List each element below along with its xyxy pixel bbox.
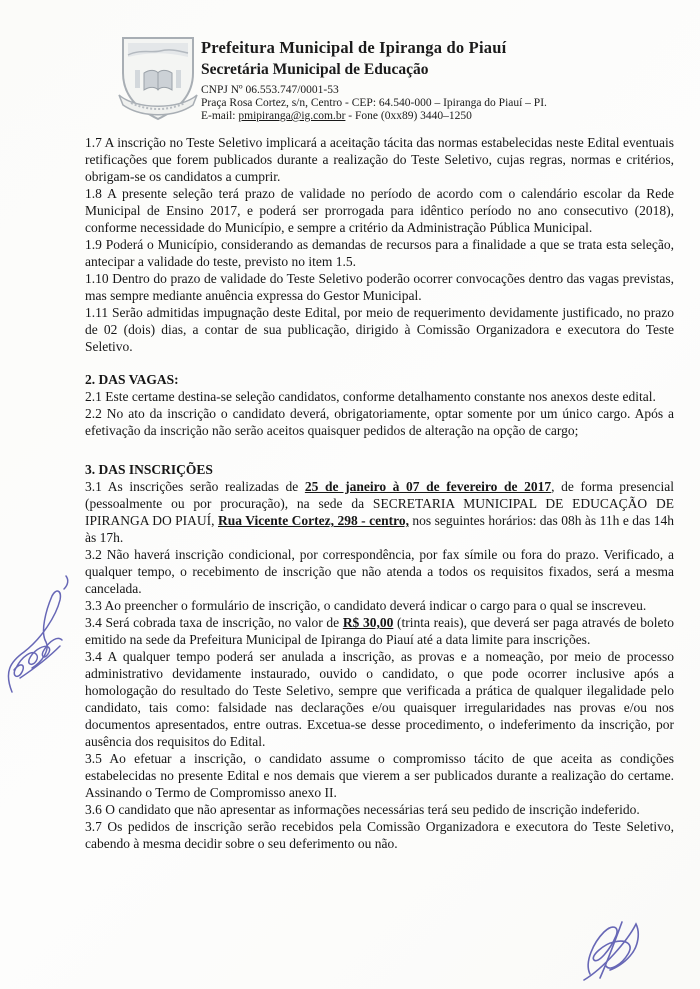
email-address: pmipiranga@ig.com.br xyxy=(238,110,346,122)
coat-of-arms-icon xyxy=(116,33,200,125)
text-run: 3.1 As inscrições serão realizadas de xyxy=(85,479,305,494)
text-run: 3.6 O candidato que não apresentar as informações necessárias terá seu pedido de inscrição indeferido. xyxy=(85,802,640,817)
emphasized-text: 2. DAS VAGAS: xyxy=(85,372,179,387)
paragraph xyxy=(85,801,674,818)
document-body xyxy=(85,134,674,852)
letterhead-text xyxy=(201,38,671,122)
text-run: 1.10 Dentro do prazo de validade do Teste Seletivo poderão ocorrer convocações dentro das vagas previstas, mas sempre mediante anuência expressa do Gestor Municipal. xyxy=(85,271,674,303)
text-run: 2.2 No ato da inscrição o candidato deverá, obrigatoriamente, optar somente por um único cargo. Após a efetivação da inscrição não serão aceitos quaisquer pedidos de alteração na opção de cargo; xyxy=(85,406,674,438)
paragraph xyxy=(85,750,674,801)
text-run: 1.9 Poderá o Município, considerando as demandas de recursos para a finalidade a que se trata esta seleção, antecipar a validade do teste, previsto no item 1.5. xyxy=(85,237,674,269)
text-run: 3.4 A qualquer tempo poderá ser anulada a inscrição, as provas e a nomeação, por meio de processo administrativo devidamente instaurado, ouvido o candidato, o que pode ocorrer inclusive após a homologação do resultado do Teste Seletivo, sempre que verificada a prática de qualquer ilegalidade pelo candidato, tais como: falsidade nas declarações e/ou quaisquer irregularidades nas provas e/ou nos documentos apresentados, entre outras. Excetua-se desse procedimento, o indeferimento da inscrição, por ausência dos requisitos do Edital. xyxy=(85,649,674,749)
text-run: 3.7 Os pedidos de inscrição serão recebidos pela Comissão Organizadora e executora do Teste Seletivo, cabendo à mesma decidir sobre o seu deferimento ou não. xyxy=(85,819,674,851)
text-run: 3.5 Ao efetuar a inscrição, o candidato assume o compromisso tácito de que aceita as condições estabelecidas no presente Edital e nos demais que vierem a ser publicados durante a realização do certame. Assinando o Termo de Compromisso anexo II. xyxy=(85,751,674,800)
municipal-coat-of-arms-logo xyxy=(116,33,200,125)
emphasized-text: 3. DAS INSCRIÇÕES xyxy=(85,462,213,477)
paragraph xyxy=(85,648,674,750)
paragraph-spacer xyxy=(85,439,674,461)
paragraph xyxy=(85,270,674,304)
phone-text: - Fone (0xx89) 3440–1250 xyxy=(345,110,472,122)
paragraph xyxy=(85,478,674,546)
paragraph xyxy=(85,185,674,236)
text-run: 1.7 A inscrição no Teste Seletivo implicará a aceitação tácita das normas estabelecidas neste Edital eventuais retificações que forem publicados durante a realização do Teste Seletivo, cujas regras, normas e critérios, obrigam-se os candidatos a cumprir. xyxy=(85,135,674,184)
section-heading xyxy=(85,371,674,388)
text-run: 1.11 Serão admitidas impugnação deste Edital, por meio de requerimento devidamente justificado, no prazo de 02 (dois) dias, a contar de sua publicação, dirigido à Comissão Organizadora e executora do Teste Seletivo. xyxy=(85,305,674,354)
email-label: E-mail: xyxy=(201,110,239,122)
paragraph xyxy=(85,818,674,852)
paragraph xyxy=(85,388,674,405)
text-run: 1.8 A presente seleção terá prazo de validade no período de acordo com o calendário escolar da Rede Municipal de Ensino 2017, e poderá ser prorrogada para idêntico período no ano consecutivo (2018), conforme necessidade do Município, e sempre a critério da Administração Pública Municipal. xyxy=(85,186,674,235)
text-run: 3.2 Não haverá inscrição condicional, por correspondência, por fax símile ou fora do prazo. Verificado, a qualquer tempo, o recebimento de inscrição que não atenda a todos os requisitos fixados, será a mesma cancelada. xyxy=(85,547,674,596)
cnpj-line: CNPJ Nº 06.553.747/0001-53 xyxy=(201,84,339,96)
paragraph xyxy=(85,236,674,270)
handwritten-signature-bottom-right xyxy=(576,916,654,986)
text-run: 3.4 Será cobrada taxa de inscrição, no valor de xyxy=(85,615,343,630)
section-heading xyxy=(85,461,674,478)
handwritten-signature-left xyxy=(2,566,74,698)
paragraph-spacer xyxy=(85,355,674,371)
text-run: 3.3 Ao preencher o formulário de inscrição, o candidato deverá indicar o cargo para o qual se inscreveu. xyxy=(85,598,647,613)
organization-name: Prefeitura Municipal de Ipiranga do Piauí xyxy=(201,38,507,57)
initials-scribble-icon xyxy=(576,916,654,986)
text-run: , de forma presencial (pessoalmente ou por procuração), na sede da SECRETARIA MUNICIPAL DE EDUCAÇÃO DE IPIRANGA DO PIAUÍ, xyxy=(85,479,674,528)
paragraph xyxy=(85,614,674,648)
paragraph xyxy=(85,597,674,614)
signature-scribble-icon xyxy=(2,566,74,698)
text-run: (trinta reais), que deverá ser paga através de boleto emitido na sede da Prefeitura Municipal de Ipiranga do Piauí até a data limite para inscrições. xyxy=(85,615,674,647)
text-run: nos seguintes horários: das 08h às 11h e das 14h às 17h. xyxy=(85,513,674,545)
emphasized-text: Rua Vicente Cortez, 298 - centro, xyxy=(218,513,409,528)
paragraph xyxy=(85,304,674,355)
paragraph xyxy=(85,134,674,185)
paragraph xyxy=(85,405,674,439)
contact-line xyxy=(201,110,671,122)
emphasized-text: R$ 30,00 xyxy=(342,615,394,630)
text-run: 2.1 Este certame destina-se seleção candidatos, conforme detalhamento constante nos anexos deste edital. xyxy=(85,389,656,404)
address-line: Praça Rosa Cortez, s/n, Centro - CEP: 64.540-000 – Ipiranga do Piauí – PI. xyxy=(201,97,547,109)
paragraph xyxy=(85,546,674,597)
emphasized-text: 25 de janeiro à 07 de fevereiro de 2017 xyxy=(304,479,552,494)
department-name: Secretária Municipal de Educação xyxy=(201,61,429,78)
